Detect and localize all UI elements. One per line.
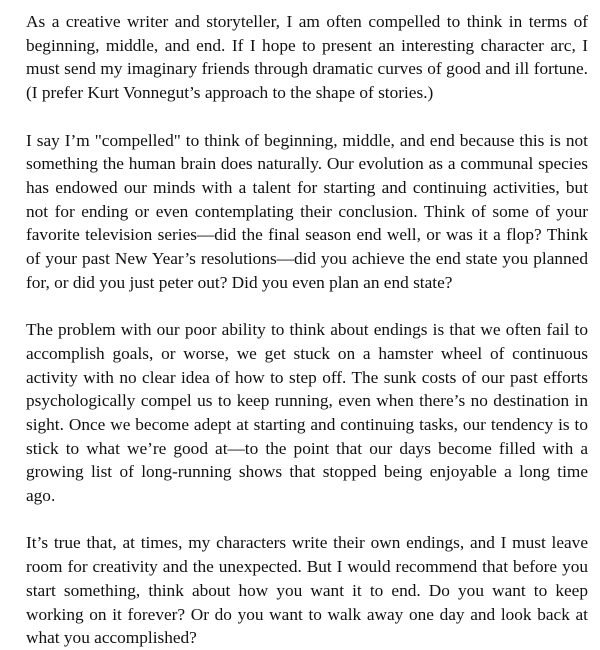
paragraph-endings-problem: The problem with our poor ability to think about endings is that we often fail to accomplish goals, or worse, we get stuck on a hamster wheel of continuous activity with no clear idea of how to step off. The sunk costs of our past efforts psychologically compel us to keep running, even when there’s no destination in sight. Once we become adept at starting and continuing tasks, our tendency is to stick to what we’re good at—to the point that our days become filled with a growing list of long-running shows that stopped being enjoyable a long time ago. <box>26 320 588 506</box>
paragraph-compelled: I say I’m "compelled" to think of beginning, middle, and end because this is not something the human brain does naturally. Our evolution as a communal species has endowed our minds with a talent for starting and continuing activities, but not for ending or even contemplating their conclusion. Think of some of your favorite television series—did the final season end well, or was it a flop? Think of your past New Year’s resolutions—did you achieve the end state you planned for, or did you just peter out? Did you even plan an end state? <box>26 130 588 292</box>
paragraph-recommendation: It’s true that, at times, my characters write their own endings, and I must leave room for creativity and the unexpected. But I would recommend that before you start something, think about how you want it to end. Do you want to keep working on it forever? Or do you want to walk away one day and look back at what you accomplished? <box>26 533 588 648</box>
paragraph-beginning-middle-end: As a creative writer and storyteller, I am often compelled to think in terms of beginning, middle, and end. If I hope to present an interesting character arc, I must send my imaginary friends through dramatic curves of good and ill fortune. (I prefer Kurt Vonnegut’s approach to the shape of stories.) <box>26 12 588 103</box>
